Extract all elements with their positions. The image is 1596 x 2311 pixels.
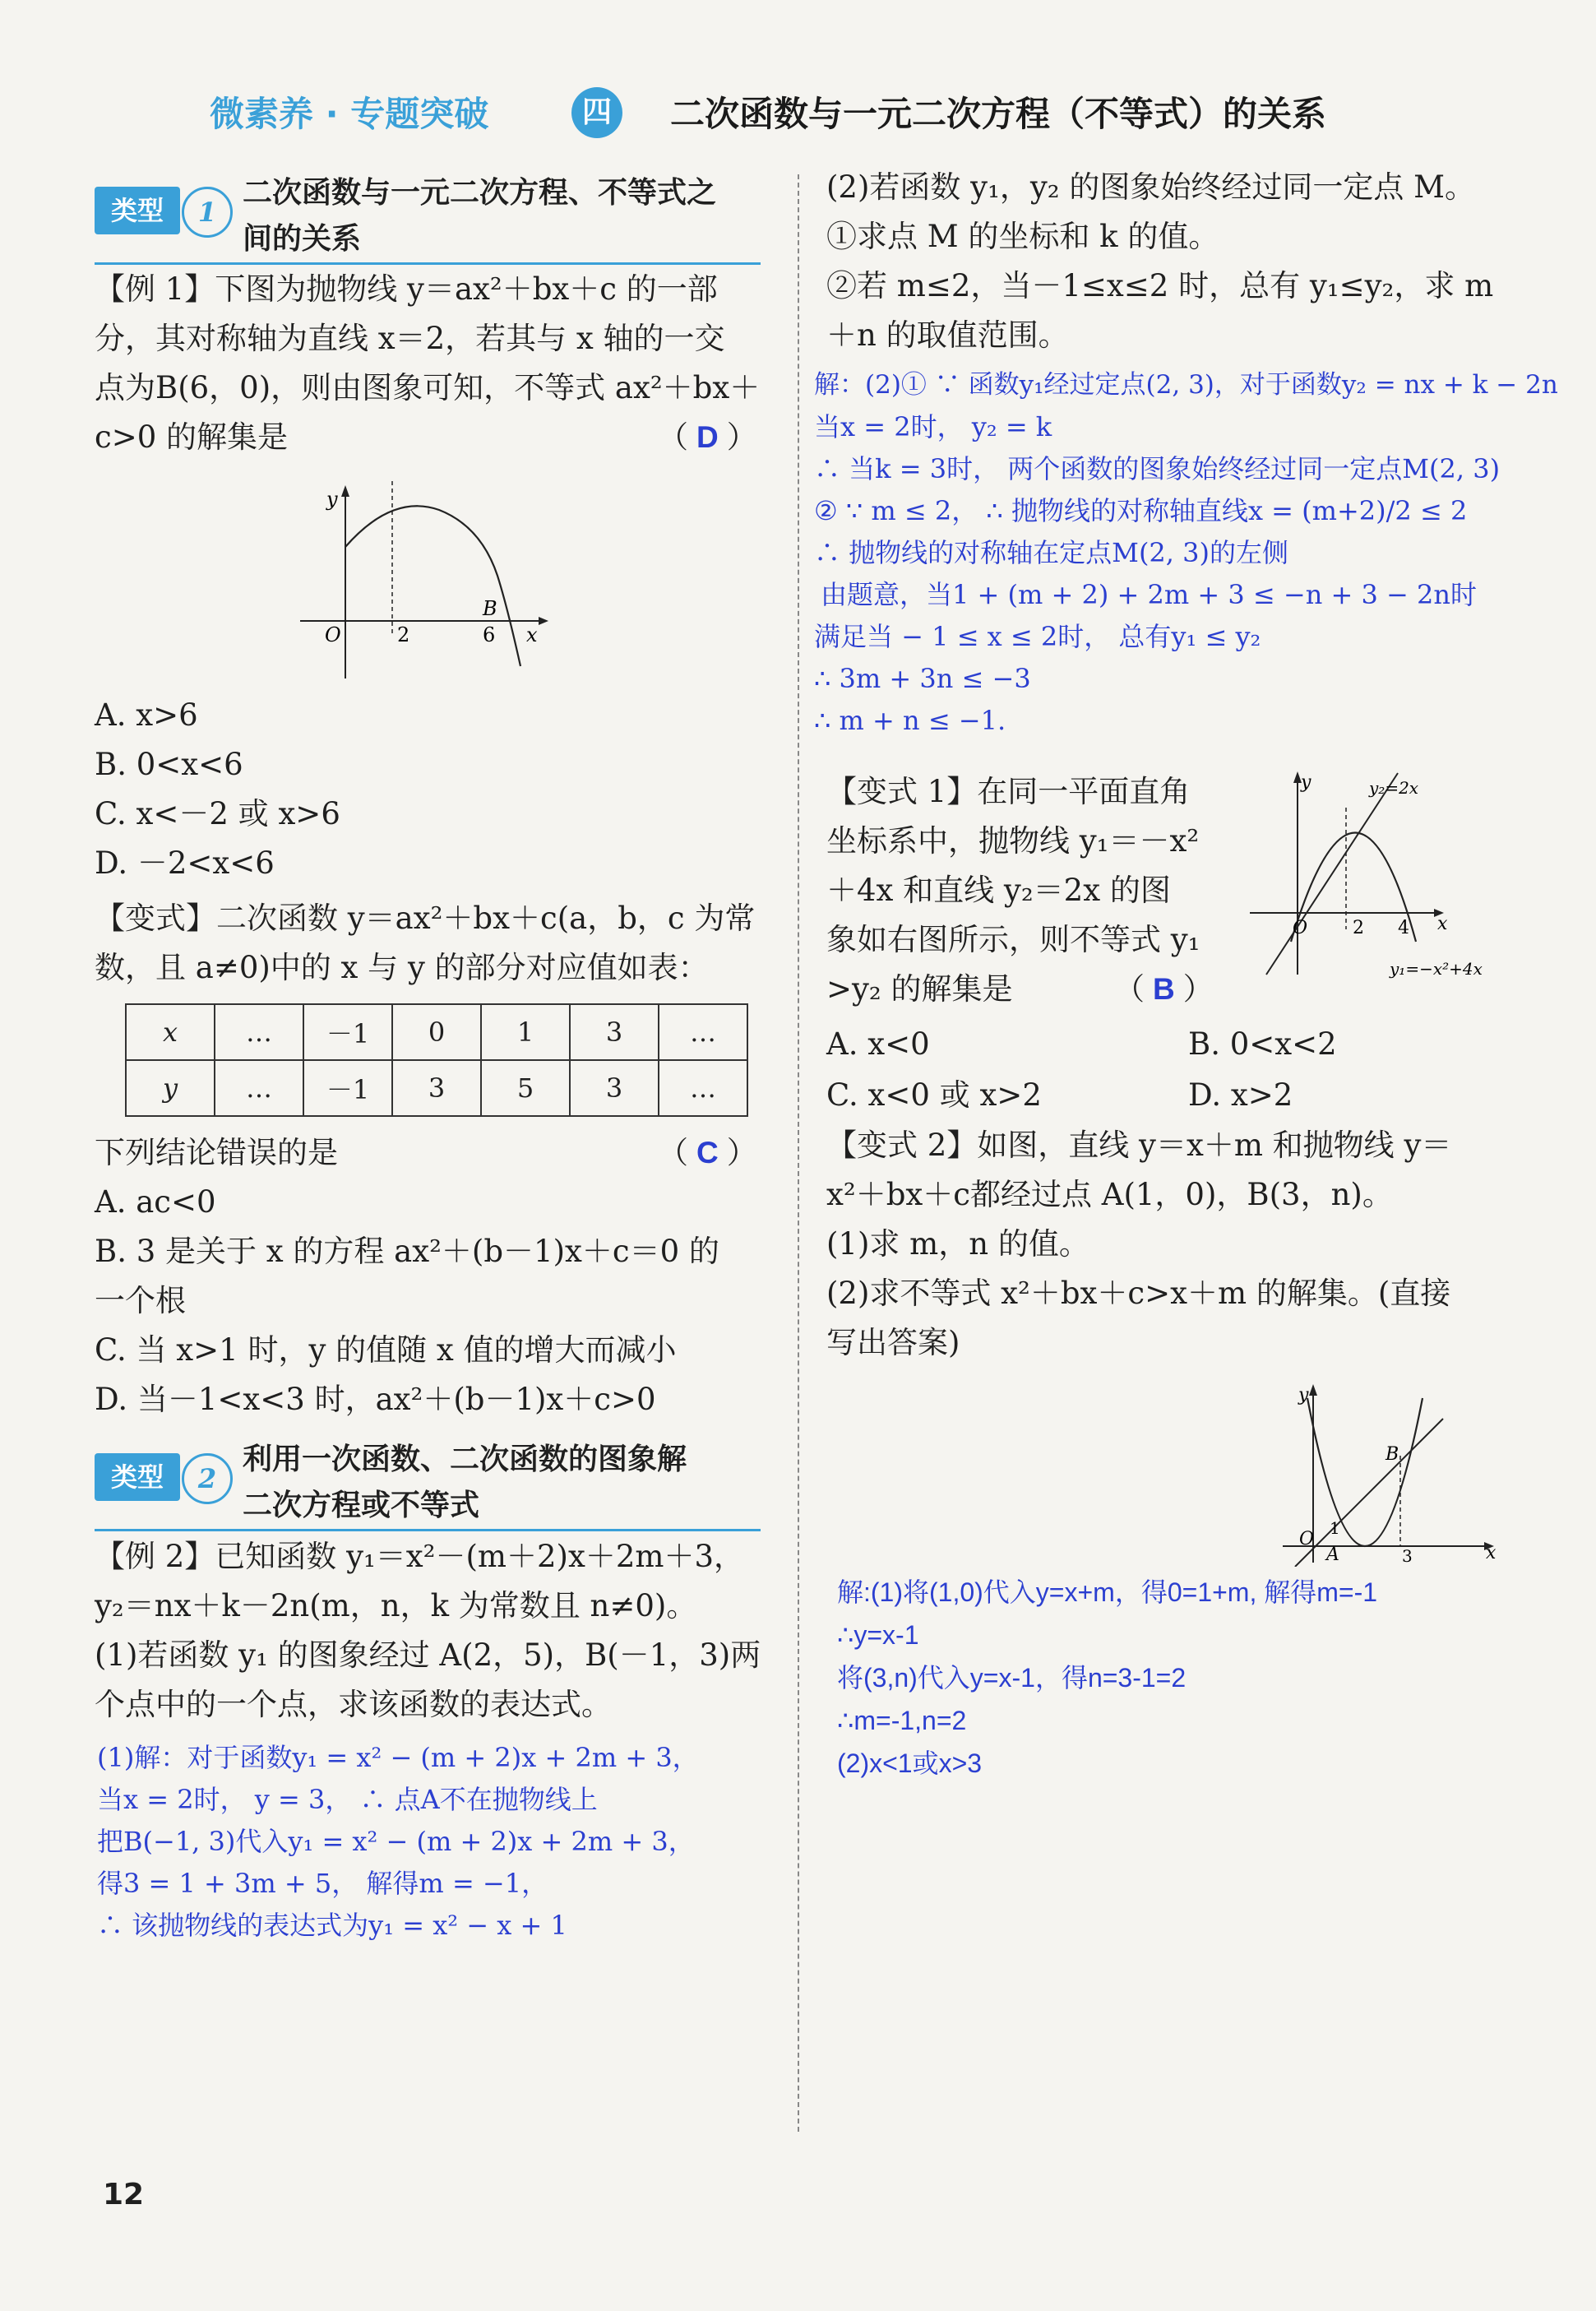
type2-title-1: 利用一次函数、二次函数的图象解 (243, 1443, 687, 1476)
var0-paren-open: （ (658, 1135, 688, 1170)
type2-heading (95, 1435, 761, 1532)
type2-title-2: 二次方程或不等式 (243, 1489, 480, 1522)
solution-line: 把B(−1, 3)代入y₁ = x² − (m + 2)x + 2m + 3， (97, 1826, 695, 1857)
page-number: 12 (103, 2178, 145, 2211)
ex1-line: 分，其对称轴为直线 x＝2，若其与 x 轴的一交 (95, 321, 725, 356)
option-c: C. 当 x>1 时，y 的值随 x 值的增大而减小 (95, 1332, 677, 1368)
tick-label-4: 4 (1398, 918, 1409, 938)
var2-graph (1279, 1378, 1509, 1567)
ex2b-line: ①求点 M 的坐标和 k 的值。 (826, 219, 1219, 254)
option-b: B. 3 是关于 x 的方程 ax²＋(b－1)x＋c＝0 的 (95, 1234, 719, 1269)
table-row (126, 1060, 747, 1116)
ex2-line: (1)若函数 y₁ 的图象经过 A(2，5)，B(－1，3)两 (95, 1637, 761, 1673)
type1-title-2: 间的关系 (243, 222, 362, 256)
var0-paren-close: ） (726, 1135, 757, 1170)
type1-tag: 类型 (95, 187, 180, 234)
table-row (126, 1004, 747, 1060)
y-axis-arrow (341, 485, 349, 497)
ex1-line: c>0 的解集是 (95, 419, 289, 455)
axis-label-y: y (1298, 1385, 1309, 1406)
solution-line: 由题意，当1 + (m + 2) + 2m + 3 ≤ −n + 3 − 2n时 (821, 579, 1477, 610)
option-d: D. －2<x<6 (95, 845, 275, 881)
page-title: 二次函数与一元二次方程（不等式）的关系 (670, 94, 1327, 134)
var1-options (826, 1020, 1509, 1123)
table-cell: －1 (303, 1004, 392, 1060)
header (210, 82, 1394, 148)
ex1-line: 【例 1】下图为抛物线 y＝ax²＋bx＋c 的一部 (95, 271, 718, 307)
var0-answer: C (696, 1136, 719, 1169)
parabola (1307, 1398, 1423, 1546)
origin-label: O (325, 623, 341, 646)
solution-line: 解：(2)① ∵ 函数y₁经过定点(2, 3)，对于函数y₂ = nx + k − 2n (814, 370, 1558, 400)
solution-line: 当x = 2时， y₂ = k (814, 411, 1052, 442)
example-2 (95, 1532, 761, 1730)
ex2-line: 【例 2】已知函数 y₁＝x²－(m＋2)x＋2m＋3， (95, 1539, 745, 1574)
type2-number: 2 (182, 1453, 233, 1504)
table-cell: x (126, 1004, 215, 1060)
solution-line: ② ∵ m ≤ 2， ∴ 抛物线的对称轴直线x = (m+2)/2 ≤ 2 (814, 495, 1468, 526)
option-c: C. x<0 或 x>2 (826, 1077, 1042, 1113)
axis-label-x: x (1486, 1543, 1497, 1563)
var1-line: 坐标系中，抛物线 y₁＝－x² (826, 823, 1200, 859)
type2-tag: 类型 (95, 1453, 180, 1501)
tick-label-1: 1 (1330, 1518, 1340, 1538)
solution-line: ∴y=x-1 (837, 1620, 919, 1650)
line-y2 (1266, 773, 1398, 975)
axis-label-x: x (526, 623, 538, 646)
solution-line: (2)x<1或x>3 (837, 1748, 983, 1778)
origin-label: O (1299, 1529, 1315, 1549)
ex1-line: 点为B(6，0)，则由图象可知，不等式 ax²＋bx＋ (95, 370, 761, 405)
table-cell: … (659, 1004, 747, 1060)
axis-label-y: y (1301, 772, 1311, 793)
solution-line: ∴ 3m + 3n ≤ −3 (814, 663, 1031, 694)
option-d: D. 当－1<x<3 时，ax²＋(b－1)x＋c>0 (95, 1382, 656, 1417)
solution-line: 解:(1)将(1,0)代入y=x+m，得0=1+m, 解得m=-1 (837, 1577, 1378, 1607)
ex1-paren-close: ） (726, 419, 757, 455)
ex2-line: 个点中的一个点，求该函数的表达式。 (95, 1687, 612, 1722)
type1-number: 1 (182, 187, 233, 238)
tick-label-6: 6 (483, 623, 496, 646)
option-b-cont: 一个根 (95, 1283, 186, 1318)
tick-label-2: 2 (1353, 918, 1364, 938)
ex1-paren-open: （ (658, 419, 688, 455)
var0-question: 下列结论错误的是 (95, 1135, 338, 1170)
value-table (125, 1003, 748, 1117)
ex2-solution (97, 1737, 699, 1947)
option-a: A. ac<0 (95, 1184, 216, 1220)
point-label-a: A (1326, 1545, 1339, 1565)
option-a: A. x>6 (95, 697, 198, 733)
var2-solution (837, 1571, 1377, 1785)
solution-line: ∴ 该抛物线的表达式为y₁ = x² − x + 1 (97, 1910, 567, 1941)
var1-line: ＋4x 和直线 y₂＝2x 的图 (826, 873, 1171, 908)
ex1-answer-bracket (658, 413, 757, 462)
solution-line: 得3 = 1 + 3m + 5， 解得m = −1， (97, 1868, 548, 1899)
var0-line: 数，且 a≠0)中的 x 与 y 的部分对应值如表： (95, 950, 709, 985)
solution-line: ∴ m + n ≤ −1. (814, 705, 1006, 736)
table-cell: 3 (570, 1004, 659, 1060)
line-label: y₂=2x (1369, 778, 1419, 798)
table-cell: 0 (392, 1004, 481, 1060)
var2-line: (1)求 m，n 的值。 (826, 1226, 1089, 1262)
example-2-part2 (826, 163, 1493, 360)
ex1-answer: D (696, 420, 719, 454)
x-axis-arrow (539, 617, 548, 625)
var1-answer: B (1153, 972, 1175, 1006)
table-cell: y (126, 1060, 215, 1116)
ex1-graph (292, 477, 563, 683)
table-cell: … (215, 1004, 303, 1060)
solution-line: 当x = 2时， y = 3， ∴ 点A不在抛物线上 (97, 1784, 598, 1815)
var1-graph (1233, 765, 1505, 987)
table-cell: 1 (481, 1004, 570, 1060)
solution-line: ∴ 抛物线的对称轴在定点M(2, 3)的左侧 (814, 537, 1288, 568)
var0-options (95, 1178, 719, 1424)
origin-label: O (1293, 918, 1308, 938)
variant-2 (826, 1121, 1451, 1368)
ex2b-line: ②若 m≤2，当－1≤x≤2 时，总有 y₁≤y₂，求 m (826, 268, 1494, 303)
var1-paren-close: ） (1182, 971, 1214, 1007)
table-cell: 3 (392, 1060, 481, 1116)
option-b: B. 0<x<6 (95, 747, 243, 782)
variant-0 (95, 894, 755, 993)
ex1-options (95, 691, 340, 888)
point-label-b: B (483, 597, 497, 620)
solution-line: ∴ 当k = 3时， 两个函数的图象始终经过同一定点M(2, 3) (814, 453, 1501, 484)
var1-line: 象如右图所示，则不等式 y₁ (826, 922, 1200, 957)
table-cell: －1 (303, 1060, 392, 1116)
table-cell: … (215, 1060, 303, 1116)
table-cell: … (659, 1060, 747, 1116)
type1-heading (95, 169, 761, 266)
tick-label-3: 3 (1402, 1546, 1413, 1566)
y-axis-arrow (1309, 1384, 1317, 1396)
tick-label-2: 2 (397, 623, 410, 646)
ex2b-line: ＋n 的取值范围。 (826, 317, 1069, 353)
header-series: 微素养 · 专题突破 (210, 94, 489, 134)
ex2b-line: (2)若函数 y₁，y₂ 的图象始终经过同一定点 M。 (826, 169, 1476, 205)
option-b: B. 0<x<2 (1188, 1026, 1337, 1062)
var2-line: (2)求不等式 x²＋bx＋c>x＋m 的解集。(直接 (826, 1276, 1451, 1311)
ex2b-solution (814, 364, 1558, 742)
table-cell: 5 (481, 1060, 570, 1116)
solution-line: 满足当 − 1 ≤ x ≤ 2时， 总有y₁ ≤ y₂ (814, 621, 1261, 652)
type2-underline (95, 1529, 761, 1531)
table-cell: 3 (570, 1060, 659, 1116)
var1-paren-open: （ (1114, 971, 1145, 1007)
var2-line: 【变式 2】如图，直线 y＝x＋m 和抛物线 y＝ (826, 1128, 1452, 1163)
option-d: D. x>2 (1188, 1077, 1293, 1113)
var1-line: 【变式 1】在同一平面直角 (826, 774, 1191, 809)
point-label-b: B (1386, 1444, 1399, 1465)
axis-label-x: x (1437, 914, 1448, 934)
type1-title-1: 二次函数与一元二次方程、不等式之 (243, 176, 717, 210)
axis-label-y: y (326, 488, 338, 511)
var1-answer-bracket (1114, 965, 1214, 1014)
solution-line: (1)解：对于函数y₁ = x² − (m + 2)x + 2m + 3， (97, 1742, 699, 1773)
column-divider (798, 174, 799, 2132)
ex2-line: y₂＝nx＋k－2n(m，n，k 为常数且 n≠0)。 (95, 1588, 697, 1623)
var0-answer-bracket (658, 1128, 757, 1178)
solution-line: ∴m=-1,n=2 (837, 1706, 967, 1735)
var2-line: 写出答案) (826, 1325, 960, 1360)
var0-line: 【变式】二次函数 y＝ax²＋bx＋c(a，b，c 为常 (95, 901, 756, 936)
var2-line: x²＋bx＋c都经过点 A(1，0)，B(3，n)。 (826, 1177, 1393, 1212)
parabola-label: y₁=−x²+4x (1390, 959, 1483, 979)
option-a: A. x<0 (826, 1026, 930, 1062)
var1-line: >y₂ 的解集是 (826, 971, 1013, 1007)
option-c: C. x<－2 或 x>6 (95, 796, 340, 831)
header-badge: 四 (571, 87, 622, 138)
solution-line: 将(3,n)代入y=x-1，得n=3-1=2 (837, 1663, 1187, 1693)
